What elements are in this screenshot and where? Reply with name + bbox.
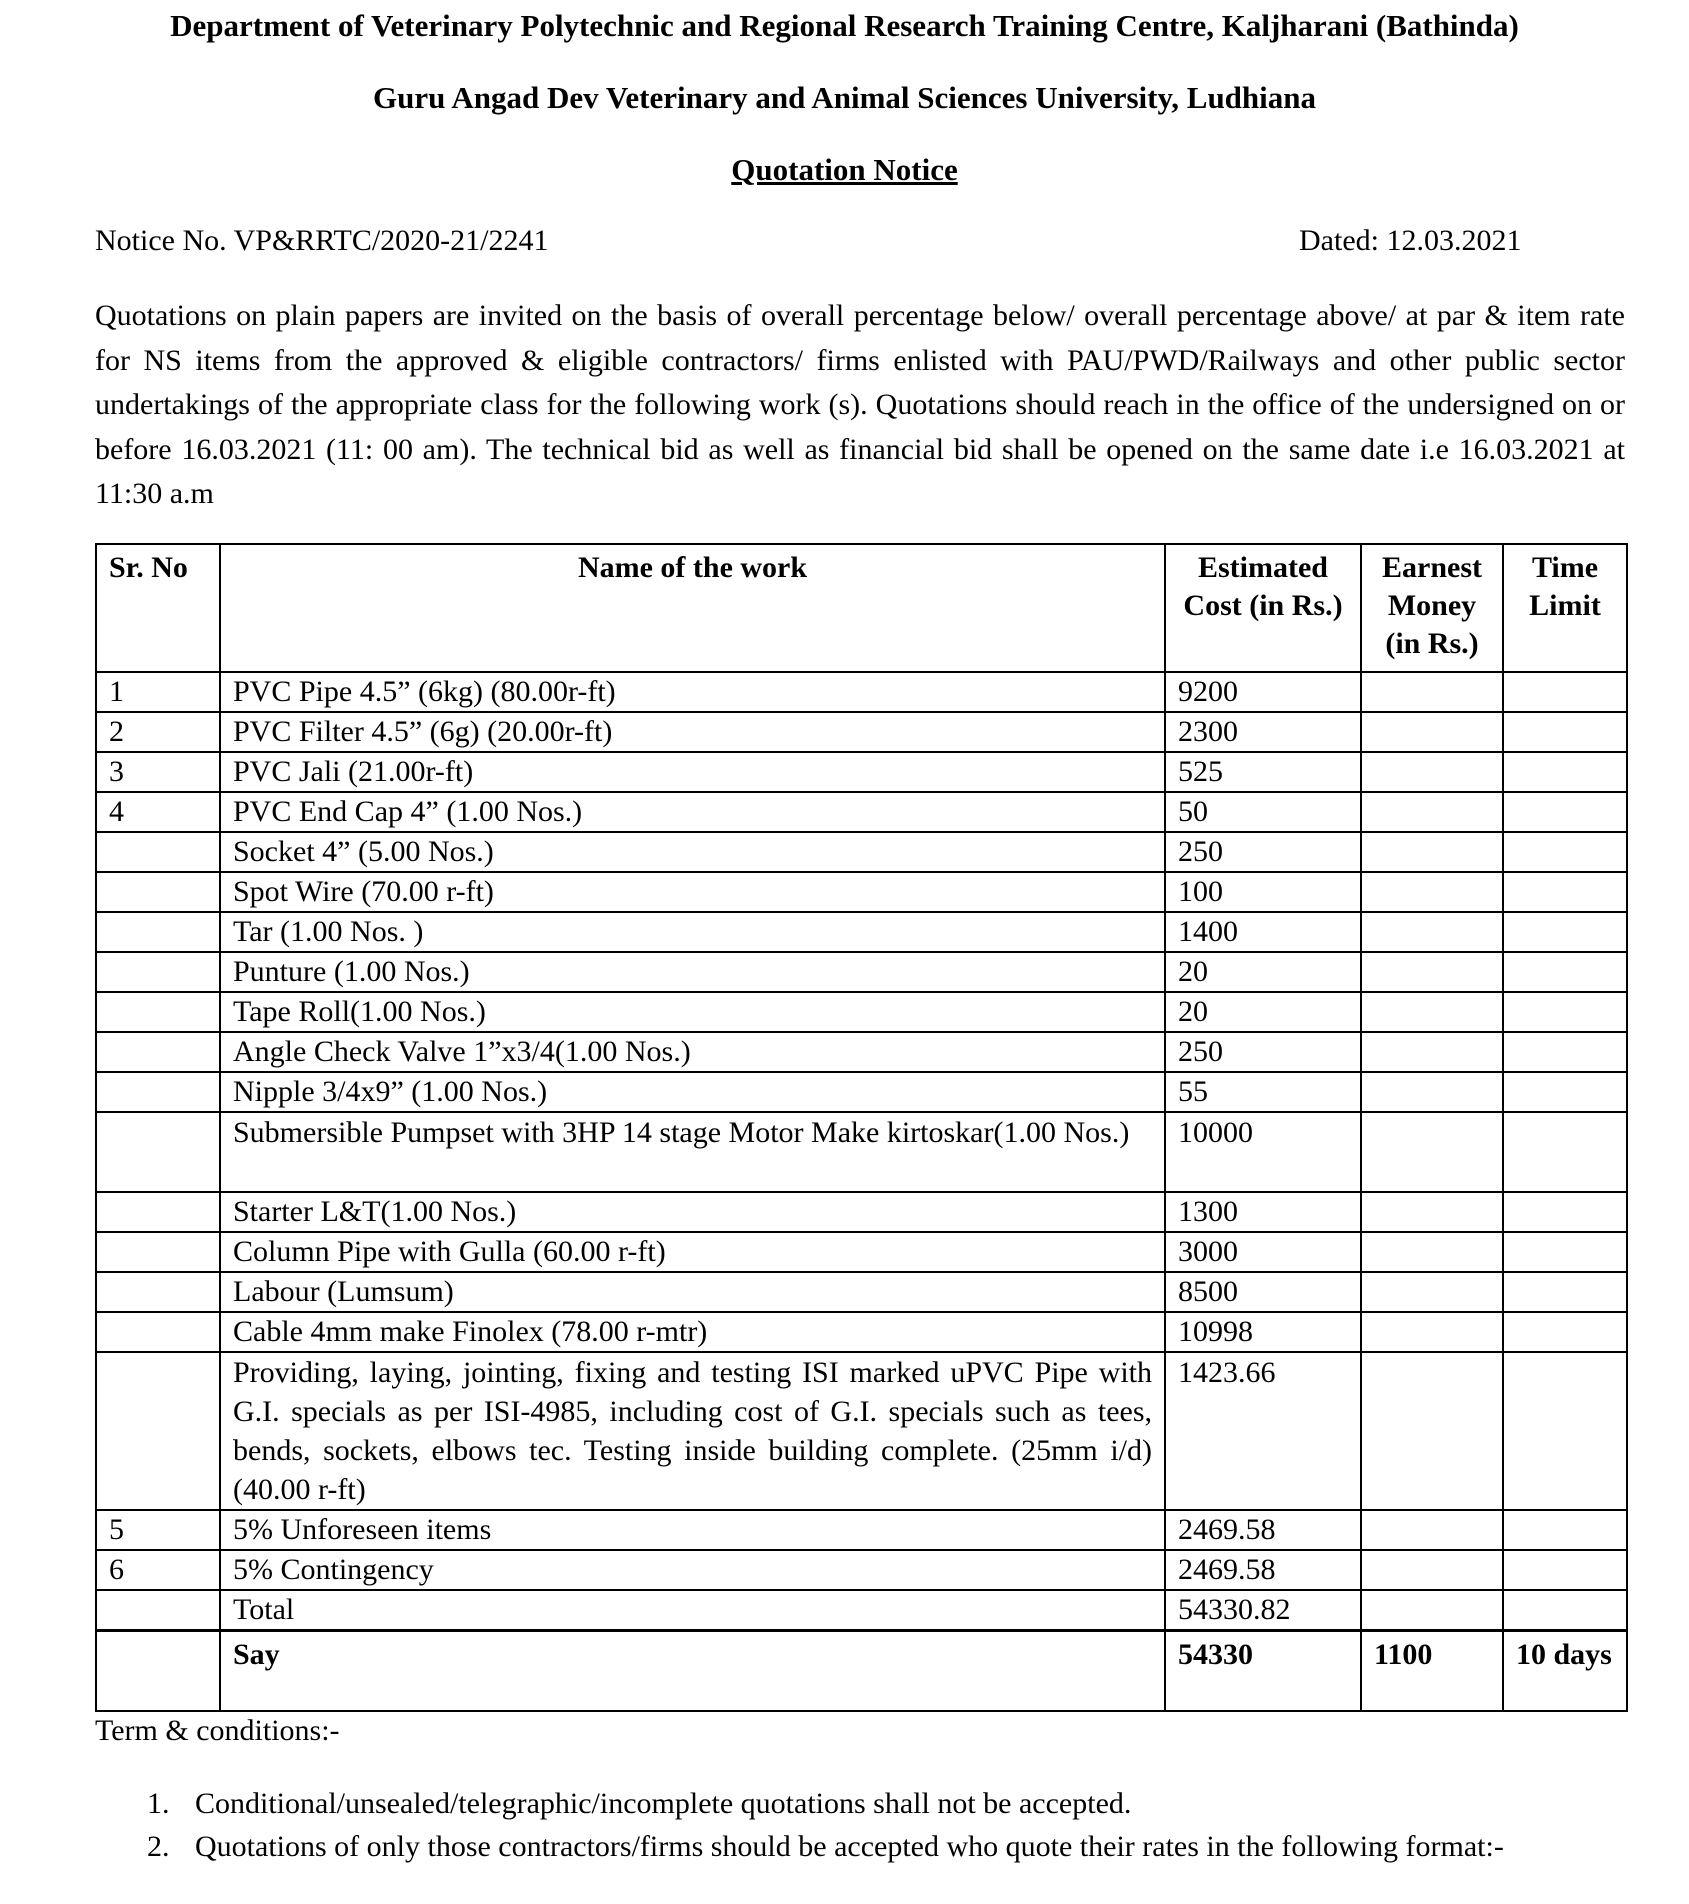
row-earnest xyxy=(1361,672,1503,712)
row-time xyxy=(1503,1232,1627,1272)
row-earnest xyxy=(1361,792,1503,832)
row-earnest xyxy=(1361,912,1503,952)
table-row xyxy=(96,792,1627,832)
row-work-name: Column Pipe with Gulla (60.00 r-ft) xyxy=(220,1232,1165,1272)
row-cost: 3000 xyxy=(1165,1232,1361,1272)
table-row xyxy=(96,752,1627,792)
row-sr: 1 xyxy=(96,672,220,712)
row-sr xyxy=(96,1112,220,1192)
row-time xyxy=(1503,912,1627,952)
row-earnest xyxy=(1361,872,1503,912)
row-earnest xyxy=(1361,1550,1503,1590)
table-row xyxy=(96,1072,1627,1112)
header-earnest-money: Earnest Money (in Rs.) xyxy=(1361,544,1503,672)
row-sr xyxy=(96,952,220,992)
row-time xyxy=(1503,792,1627,832)
say-time-limit: 10 days xyxy=(1503,1631,1627,1712)
table-row xyxy=(96,712,1627,752)
row-sr: 3 xyxy=(96,752,220,792)
row-earnest xyxy=(1361,1312,1503,1352)
row-cost: 250 xyxy=(1165,1032,1361,1072)
row-sr xyxy=(96,1032,220,1072)
notice-date: Dated: 12.03.2021 xyxy=(1299,224,1522,257)
row-work-name: Starter L&T(1.00 Nos.) xyxy=(220,1192,1165,1232)
row-cost: 100 xyxy=(1165,872,1361,912)
row-work-name: Nipple 3/4x9” (1.00 Nos.) xyxy=(220,1072,1165,1112)
row-time xyxy=(1503,1312,1627,1352)
row-earnest xyxy=(1361,1192,1503,1232)
row-sr xyxy=(96,1590,220,1631)
terms-list xyxy=(95,1782,1626,1868)
row-cost: 2300 xyxy=(1165,712,1361,752)
term-item xyxy=(95,1825,1626,1868)
row-sr xyxy=(96,872,220,912)
row-time xyxy=(1503,1072,1627,1112)
row-earnest xyxy=(1361,712,1503,752)
row-sr xyxy=(96,1192,220,1232)
table-row xyxy=(96,832,1627,872)
row-sr xyxy=(96,992,220,1032)
row-time xyxy=(1503,1272,1627,1312)
row-sr xyxy=(96,1631,220,1712)
row-time xyxy=(1503,712,1627,752)
row-sr xyxy=(96,1352,220,1510)
row-cost: 1423.66 xyxy=(1165,1352,1361,1510)
table-row xyxy=(96,872,1627,912)
term-text: Quotations of only those contractors/firms should be accepted who quote their rates in the following format:- xyxy=(195,1830,1504,1863)
row-cost: 10998 xyxy=(1165,1312,1361,1352)
say-earnest-money: 1100 xyxy=(1361,1631,1503,1712)
header-estimated-cost: Estimated Cost (in Rs.) xyxy=(1165,544,1361,672)
row-time xyxy=(1503,1550,1627,1590)
term-number: 1. xyxy=(147,1787,170,1820)
row-cost: 20 xyxy=(1165,992,1361,1032)
table-row xyxy=(96,1232,1627,1272)
row-time xyxy=(1503,752,1627,792)
table-row xyxy=(96,1312,1627,1352)
table-row xyxy=(96,1032,1627,1072)
row-earnest xyxy=(1361,1032,1503,1072)
row-work-name: 5% Unforeseen items xyxy=(220,1510,1165,1550)
term-text: Conditional/unsealed/telegraphic/incomplete quotations shall not be accepted. xyxy=(195,1787,1132,1820)
row-time xyxy=(1503,872,1627,912)
row-work-name: Labour (Lumsum) xyxy=(220,1272,1165,1312)
row-cost: 55 xyxy=(1165,1072,1361,1112)
row-cost: 9200 xyxy=(1165,672,1361,712)
row-work-name: PVC Pipe 4.5” (6kg) (80.00r-ft) xyxy=(220,672,1165,712)
row-cost: 250 xyxy=(1165,832,1361,872)
row-earnest xyxy=(1361,1352,1503,1510)
total-cost: 54330.82 xyxy=(1165,1590,1361,1631)
row-time xyxy=(1503,1112,1627,1192)
row-sr: 4 xyxy=(96,792,220,832)
row-sr xyxy=(96,1072,220,1112)
row-work-name: Cable 4mm make Finolex (78.00 r-mtr) xyxy=(220,1312,1165,1352)
row-earnest xyxy=(1361,992,1503,1032)
row-work-name: PVC End Cap 4” (1.00 Nos.) xyxy=(220,792,1165,832)
row-earnest xyxy=(1361,1112,1503,1192)
header-name-of-work: Name of the work xyxy=(220,544,1165,672)
works-table xyxy=(95,543,1628,1712)
say-label: Say xyxy=(220,1631,1165,1712)
table-row xyxy=(96,1272,1627,1312)
table-row xyxy=(96,992,1627,1032)
table-row xyxy=(96,1550,1627,1590)
row-cost: 50 xyxy=(1165,792,1361,832)
table-row xyxy=(96,912,1627,952)
row-sr xyxy=(96,832,220,872)
table-row xyxy=(96,1112,1627,1192)
row-work-name: Providing, laying, jointing, fixing and testing ISI marked uPVC Pipe with G.I. specials as per ISI-4985, including cost of G.I. specials such as tees, bends, sockets, elbows tec. Testing inside building complete. (25mm i/d) (40.00 r-ft) xyxy=(220,1352,1165,1510)
row-work-name: PVC Jali (21.00r-ft) xyxy=(220,752,1165,792)
row-cost: 2469.58 xyxy=(1165,1510,1361,1550)
table-header-row xyxy=(96,544,1627,672)
header-sr-no: Sr. No xyxy=(96,544,220,672)
row-work-name: Tar (1.00 Nos. ) xyxy=(220,912,1165,952)
row-sr: 5 xyxy=(96,1510,220,1550)
table-row xyxy=(96,1510,1627,1550)
row-work-name: PVC Filter 4.5” (6g) (20.00r-ft) xyxy=(220,712,1165,752)
row-work-name: Submersible Pumpset with 3HP 14 stage Motor Make kirtoskar(1.00 Nos.) xyxy=(220,1112,1165,1192)
row-sr: 6 xyxy=(96,1550,220,1590)
row-work-name: Tape Roll(1.00 Nos.) xyxy=(220,992,1165,1032)
row-time xyxy=(1503,672,1627,712)
table-row xyxy=(96,1192,1627,1232)
term-number: 2. xyxy=(147,1830,170,1863)
term-item xyxy=(95,1782,1626,1825)
row-cost: 20 xyxy=(1165,952,1361,992)
row-sr xyxy=(96,1232,220,1272)
row-time xyxy=(1503,1352,1627,1510)
row-time xyxy=(1503,1590,1627,1631)
notice-number: Notice No. VP&RRTC/2020-21/2241 xyxy=(95,224,549,257)
row-time xyxy=(1503,952,1627,992)
document-title: Quotation Notice xyxy=(731,152,958,187)
university-heading: Guru Angad Dev Veterinary and Animal Sciences University, Ludhiana xyxy=(372,80,1317,115)
row-time xyxy=(1503,1032,1627,1072)
row-work-name: Angle Check Valve 1”x3/4(1.00 Nos.) xyxy=(220,1032,1165,1072)
department-heading: Department of Veterinary Polytechnic and Regional Research Training Centre, Kaljharani (Bathinda) xyxy=(170,8,1519,43)
row-work-name: Spot Wire (70.00 r-ft) xyxy=(220,872,1165,912)
row-time xyxy=(1503,992,1627,1032)
terms-heading: Term & conditions:- xyxy=(95,1714,340,1747)
row-earnest xyxy=(1361,832,1503,872)
row-time xyxy=(1503,1510,1627,1550)
row-earnest xyxy=(1361,752,1503,792)
row-earnest xyxy=(1361,1510,1503,1550)
table-row-say xyxy=(96,1631,1627,1712)
row-time xyxy=(1503,1192,1627,1232)
table-row-total xyxy=(96,1590,1627,1631)
table-row xyxy=(96,1352,1627,1510)
row-cost: 2469.58 xyxy=(1165,1550,1361,1590)
row-time xyxy=(1503,832,1627,872)
row-work-name: Punture (1.00 Nos.) xyxy=(220,952,1165,992)
row-earnest xyxy=(1361,1590,1503,1631)
say-cost: 54330 xyxy=(1165,1631,1361,1712)
row-earnest xyxy=(1361,1072,1503,1112)
row-cost: 8500 xyxy=(1165,1272,1361,1312)
row-cost: 1300 xyxy=(1165,1192,1361,1232)
row-earnest xyxy=(1361,952,1503,992)
row-sr xyxy=(96,1272,220,1312)
row-sr: 2 xyxy=(96,712,220,752)
row-work-name: 5% Contingency xyxy=(220,1550,1165,1590)
intro-paragraph: Quotations on plain papers are invited on the basis of overall percentage below/ overall percentage above/ at par & item rate for NS items from the approved & eligible contractors/ firms enlisted with PAU/PWD/Railways and other public sector undertakings of the appropriate class for the following work (s). Quotations should reach in the office of the undersigned on or before 16.03.2021 (11: 00 am). The technical bid as well as financial bid shall be opened on the same date i.e 16.03.2021 at 11:30 a.m xyxy=(95,299,1625,510)
table-row xyxy=(96,672,1627,712)
row-cost: 10000 xyxy=(1165,1112,1361,1192)
row-sr xyxy=(96,912,220,952)
row-cost: 525 xyxy=(1165,752,1361,792)
row-earnest xyxy=(1361,1232,1503,1272)
table-row xyxy=(96,952,1627,992)
row-cost: 1400 xyxy=(1165,912,1361,952)
row-earnest xyxy=(1361,1272,1503,1312)
row-work-name: Socket 4” (5.00 Nos.) xyxy=(220,832,1165,872)
header-time-limit: Time Limit xyxy=(1503,544,1627,672)
total-label: Total xyxy=(220,1590,1165,1631)
row-sr xyxy=(96,1312,220,1352)
